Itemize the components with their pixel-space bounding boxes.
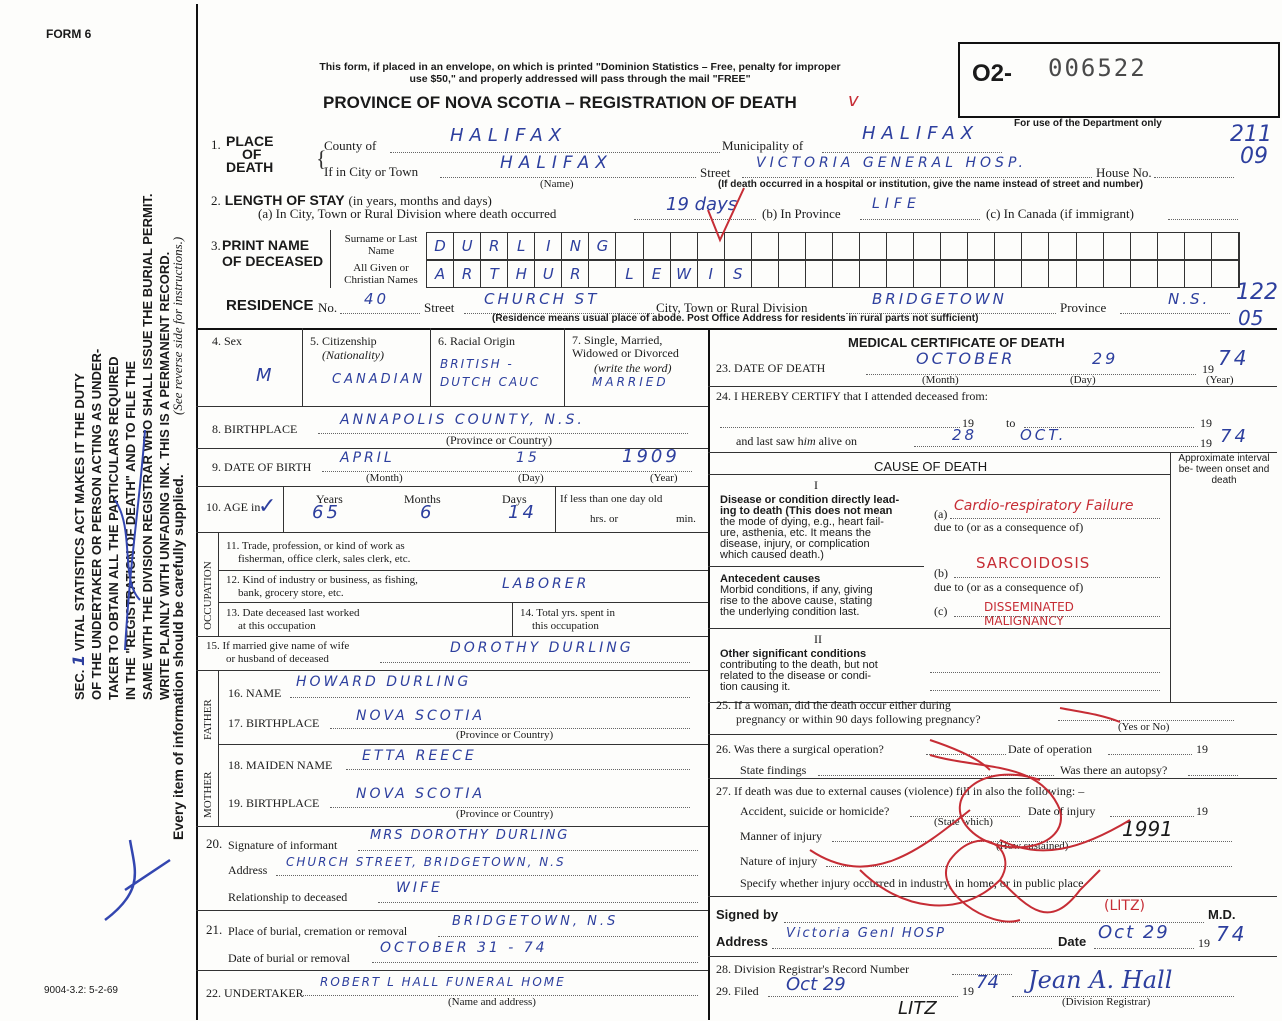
place-heading [226,135,273,174]
surname-char-box [616,233,643,259]
age-days: 14 [508,502,537,523]
surname-char-box [968,233,995,259]
date-injury-label: Date of injury [1028,804,1096,818]
page-title: PROVINCE OF NOVA SCOTIA – REGISTRATION OF DEATH [323,93,797,112]
age-months-label: Months [404,492,441,506]
due-to-1: due to (or as a consequence of) [934,520,1084,534]
given-char-box [914,261,941,287]
see-reverse-note: (See reverse side for instructions.) [170,236,185,415]
surname-label: Surname or Last Name [344,233,418,257]
antecedent-label: Antecedent causes [720,573,821,585]
father-birthplace-label: 17. BIRTHPLACE [228,716,320,730]
surname-char-box: N [562,233,589,259]
medical-date-19: 19 [1198,936,1210,950]
age-months: 6 [420,502,435,523]
surname-char-box [1131,233,1158,259]
mail-notice-line-2: use $50," and properly addressed will pass through the mail "FREE" [409,73,751,85]
given-char-box [1049,261,1076,287]
reg-number: 006522 [1048,54,1147,82]
relationship-label: Relationship to deceased [228,890,348,904]
father-name-label: 16. NAME [228,686,282,700]
marital-value: MARRIED [592,375,669,389]
last-saw-year: 74 [1220,426,1249,447]
municipality-value: HALIFAX [862,123,980,144]
given-char-box [1077,261,1104,287]
q13-line-1: 13. Date deceased last worked [226,607,360,619]
mail-notice [270,61,890,85]
q26-label: 26. Was there a surgical operation? [716,742,884,756]
residence-note: (Residence means usual place of abode. Post Office Address for residents in rural parts not sufficient) [492,313,979,324]
q3-number: 3. [211,238,221,253]
sidebar-line-2: TAKER TO OBTAIN ALL THE PARTICULARS REQUIRED [106,356,121,700]
filed-year: 74 [976,972,999,993]
direct-line-3: the mode of dying, e.g., heart fail- [720,516,884,528]
autopsy-label: Was there an autopsy? [1060,763,1168,777]
other-conditions-label: Other significant conditions [720,648,867,660]
residence-no-value: 40 [364,290,390,308]
surname-char-box [860,233,887,259]
sidebar-line-3: IN THE "REGISTRATION OF DEATH" AND TO FILE THE [123,360,138,700]
given-char-box [995,261,1022,287]
citizenship-sublabel: (Nationality) [322,348,384,362]
given-char-box: E [644,261,671,287]
q26-date-label: Date of operation [1008,742,1092,756]
q23-year-label: (Year) [1206,374,1234,386]
q23-day: 29 [1092,349,1119,368]
surname-char-box [644,233,671,259]
q29-label: 29. Filed [716,984,759,998]
undertaker-value: ROBERT L HALL FUNERAL HOME [320,975,566,989]
surname-char-box [833,233,860,259]
burial-place-value: BRIDGETOWN, N.S [452,914,619,929]
mail-notice-line-1: This form, if placed in an envelope, on which is printed "Dominion Statistics – Free, penalty for improper [319,61,841,73]
cause-b-value: SARCOIDOSIS [976,554,1091,572]
litz-note: LITZ [898,998,937,1019]
q11-line-2: fisherman, office clerk, sales clerk, etc. [238,553,411,565]
q25-line-1: 25. If a woman, did the death occur either during [716,698,951,712]
sex-value: M [256,365,275,386]
due-to-2: due to (or as a consequence of) [934,580,1084,594]
direct-line-2: ing to death (This does not mean [720,505,893,517]
age-min: min. [676,513,696,525]
hospital-note: (If death occurred in a hospital or institution, give the name instead of street and number) [718,179,1144,190]
given-char-box: W [671,261,698,287]
dob-year-label: (Year) [650,472,678,484]
q20-number: 20. [206,836,223,851]
morbid-line-2: rise to the above cause, stating [720,595,873,607]
county-value: HALIFAX [450,125,568,146]
spouse-label-1: 15. If married give name of wife [206,640,350,652]
residence-city-label: City, Town or Rural Division [656,300,808,315]
q13-label [226,607,359,633]
given-char-box: R [454,261,481,287]
q2-number: 2. [211,193,221,208]
q26-19: 19 [1196,742,1208,756]
surname-char-box [941,233,968,259]
city-name-sublabel: (Name) [540,178,574,190]
q25-line-2: pregnancy or within 90 days following pregnancy? [736,712,981,726]
last-saw-month: OCT. [1020,426,1067,444]
cause-b-label: (b) [934,566,948,580]
mother-name-label: 18. MAIDEN NAME [228,758,333,772]
dept-code-4: 05 [1238,306,1264,330]
form-code: 9004-3.2: 5-2-69 [44,985,118,996]
dept-use-label: For use of the Department only [1014,118,1162,129]
birthplace-label: 8. BIRTHPLACE [212,422,298,436]
residence-province-label: Province [1060,300,1107,315]
given-char-box [1158,261,1185,287]
medical-heading: MEDICAL CERTIFICATE OF DEATH [848,335,1065,350]
q12-line-1: 12. Kind of industry or business, as fishing, [226,574,418,586]
dept-code-1: 211 [1230,122,1272,147]
surname-char-box [779,233,806,259]
surname-char-box [1049,233,1076,259]
stay-heading: LENGTH OF STAY [224,192,345,208]
mother-birthplace-value: NOVA SCOTIA [356,786,486,802]
surname-char-box [995,233,1022,259]
residence-heading: RESIDENCE [226,297,314,314]
mother-side-label: MOTHER [202,771,214,818]
given-char-box [941,261,968,287]
surname-char-box [914,233,941,259]
residence-province-value: N.S. [1168,290,1211,308]
given-char-box: T [481,261,508,287]
house-label: House No. [1096,165,1152,180]
given-char-box [806,261,833,287]
age-hrs: hrs. or [590,513,619,525]
stay-c-label: (c) In Canada (if immigrant) [986,206,1134,221]
dob-label: 9. DATE OF BIRTH [212,460,312,474]
q1-number: 1. [211,137,221,152]
registrar-signature: Jean A. Hall [1028,966,1173,994]
given-char-box: A [427,261,454,287]
informant-address-label: Address [228,863,268,877]
signer-name: (LITZ) [1104,898,1145,914]
sidebar-line-5: WRITE PLAINLY WITH UNFADING INK. THIS IS A PERMANENT RECORD. [157,251,172,700]
street-value: VICTORIA GENERAL HOSP. [756,155,1027,171]
q23-day-label: (Day) [1070,374,1096,386]
mother-birthplace-sublabel: (Province or Country) [456,808,554,820]
sidebar-line-1: OF THE UNDERTAKER OR PERSON ACTING AS UNDER- [89,348,104,700]
direct-line-4: ure, asthenia, etc. It means the [720,527,872,539]
last-saw-label: and last saw h [736,434,804,448]
dept-code-3: 122 [1236,280,1278,305]
stay-b-value: LIFE [872,196,921,212]
residence-no-label: No. [318,300,338,315]
marital-sublabel: (write the word) [594,361,672,375]
reg-prefix: O2- [972,60,1013,87]
given-char-box [833,261,860,287]
stay-b-label: (b) In Province [762,206,841,221]
given-char-box [1212,261,1239,287]
dept-code-2: 09 [1240,144,1268,169]
given-names-label: All Given or Christian Names [344,262,418,286]
dob-year: 1909 [622,446,680,467]
marital-label-2: Widowed or Divorced [572,346,679,360]
date-injury-19: 19 [1196,804,1208,818]
direct-line-1: Disease or condition directly lead- [720,494,900,506]
medical-date-year: 74 [1216,922,1248,946]
age-less-label: If less than one day old [560,493,663,505]
form-label: FORM 6 [46,27,92,41]
last-saw-him: im [803,434,816,448]
citizenship-label: 5. Citizenship [310,334,377,348]
given-char-box: U [535,261,562,287]
q14-line-1: 14. Total yrs. spent in [520,607,615,619]
registrar-label: (Division Registrar) [1062,996,1151,1008]
municipality-label: Municipality of [722,138,804,153]
county-label: County of [324,138,377,153]
surname-char-box: G [589,233,616,259]
medical-date-label: Date [1058,934,1087,949]
cause-c-label: (c) [934,604,948,618]
given-names-boxes [426,260,1240,288]
sex-label: 4. Sex [212,334,242,348]
surname-char-box [1185,233,1212,259]
q28-label: 28. Division Registrar's Record Number [716,962,910,976]
burial-date-label: Date of burial or removal [228,951,350,965]
q24-label: 24. I HEREBY CERTIFY that I attended deceased from: [716,389,988,403]
specify-label: Specify whether injury occurred in industry, in home, or in public place [740,876,1084,890]
given-char-box [887,261,914,287]
accident-label: Accident, suicide or homicide? [740,804,890,818]
manner-label: Manner of injury [740,829,822,843]
q12-label [226,574,418,600]
surname-char-box [1212,233,1239,259]
every-item-note: Every item of information should be carefully supplied. [170,474,186,840]
place-heading-3: DEATH [226,159,274,175]
age-years-label: Years [316,492,343,506]
mother-birthplace-label: 19. BIRTHPLACE [228,796,320,810]
surname-char-box: D [427,233,454,259]
birthplace-value: ANNAPOLIS COUNTY, N.S. [340,412,585,428]
spouse-label-2: or husband of deceased [226,653,329,665]
surname-char-box [671,233,698,259]
informant-sig-value: MRS DOROTHY DURLING [370,828,570,843]
approx-interval-label: Approximate interval be- tween onset and death [1178,453,1270,486]
father-name-value: HOWARD DURLING [296,674,472,690]
cause-a-value: Cardio-respiratory Failure [954,498,1134,514]
other-conditions-sublabel [720,660,878,693]
signed-by-label: Signed by [716,907,779,922]
other-sub-3: tion causing it. [720,681,791,693]
father-birthplace-value: NOVA SCOTIA [356,708,486,724]
nature-label: Nature of injury [740,854,818,868]
given-char-box [752,261,779,287]
q12-value: LABORER [502,576,590,592]
given-char-box: S [725,261,752,287]
surname-char-box: L [508,233,535,259]
father-side-label: FATHER [202,699,214,740]
how-sustained-label: (How sustained) [996,840,1069,852]
direct-line-5: disease, injury, or complication [720,538,870,550]
stay-a-label: (a) In City, Town or Rural Division where death occurred [258,206,557,221]
name-heading [222,237,323,269]
surname-boxes [426,232,1240,260]
direct-cause-label [720,495,899,561]
alive-on-label: alive on [818,434,857,448]
name-heading-1: PRINT NAME [222,237,310,253]
given-char-box: L [616,261,643,287]
birthplace-sublabel: (Province or Country) [446,433,552,447]
manner-value: 1991 [1122,817,1173,841]
surname-char-box [1022,233,1049,259]
relationship-value: WIFE [396,880,443,896]
place-heading-1: PLACE [226,133,274,149]
filed-19: 19 [962,984,974,998]
other-sub-2: related to the disease or condi- [720,670,872,682]
city-value: HALIFAX [500,153,613,173]
margin-ink-marks [85,420,185,940]
cause-a-label: (a) [934,507,948,521]
given-char-box: I [698,261,725,287]
q14-line-2: this occupation [532,620,599,632]
surname-char-box [887,233,914,259]
dob-month-label: (Month) [366,472,403,484]
other-sub-1: contributing to the death, but not [720,659,878,671]
q12-line-2: bank, grocery store, etc. [238,587,344,599]
residence-city-value: BRIDGETOWN [872,290,1007,308]
direct-line-6: which caused death.) [720,549,824,561]
occupation-side-label: OCCUPATION [202,561,214,630]
surname-char-box [806,233,833,259]
undertaker-label: 22. UNDERTAKER [206,986,304,1000]
sidebar-line-4: SAME WITH THE DIVISION REGISTRAR WHO SHALL ISSUE THE BURIAL PERMIT. [140,193,155,700]
burial-date-value: OCTOBER 31 - 74 [380,940,548,956]
street-label: Street [700,165,731,180]
rule-below-residence [196,328,1277,330]
roman-i: I [814,478,818,492]
age-label: 10. AGE in [206,500,261,514]
stay-a-value: 19 days [666,194,738,215]
q23-year-prefix: 19 [1202,362,1214,376]
dob-day: 15 [516,450,540,466]
given-char-box [779,261,806,287]
sec-label: SEC. [72,669,87,700]
surname-char-box: U [454,233,481,259]
cause-heading: CAUSE OF DEATH [874,459,988,474]
marital-label-1: 7. Single, Married, [572,333,663,347]
state-which-label: (State which) [934,816,993,828]
given-char-box [1104,261,1131,287]
q11-label [226,540,410,566]
given-char-box: R [562,261,589,287]
informant-address-value: CHURCH STREET, BRIDGETOWN, N.S [286,855,566,869]
q21-number: 21. [206,922,223,937]
q14-label [520,607,615,633]
q11-line-1: 11. Trade, profession, or kind of work as [226,540,405,552]
q23-label: 23. DATE OF DEATH [716,361,826,375]
q23-month-label: (Month) [922,374,959,386]
q23-month: OCTOBER [916,349,1016,368]
informant-sig-label: Signature of informant [228,838,338,852]
racial-label: 6. Racial Origin [438,334,515,348]
sidebar-line-0: VITAL STATISTICS ACT MAKES IT THE DUTY [72,373,87,652]
given-char-box [1185,261,1212,287]
morbid-line-1: Morbid conditions, if any, giving [720,584,873,596]
city-label: If in City or Town [324,164,419,179]
father-birthplace-sublabel: (Province or Country) [456,729,554,741]
q13-line-2: at this occupation [238,620,316,632]
citizenship-value: CANADIAN [332,372,426,387]
undertaker-sublabel: (Name and address) [448,996,536,1008]
spouse-value: DOROTHY DURLING [450,640,634,656]
q23-year: 74 [1218,346,1250,370]
surname-char-box: R [481,233,508,259]
last-saw-19: 19 [1200,436,1212,450]
frame-left-rule [196,4,198,1020]
surname-char-box [1077,233,1104,259]
dob-month: APRIL [340,450,395,466]
place-heading-2: OF [242,146,262,162]
q25-sublabel: (Yes or No) [1118,721,1170,733]
surname-char-box: I [535,233,562,259]
morbid-label [720,585,873,618]
age-days-label: Days [502,492,527,506]
roman-ii: II [814,632,822,646]
cause-c-value: DISSEMINATED MALIGNANCY [984,600,1074,628]
md-label: M.D. [1208,907,1236,922]
medical-address-label: Address [716,934,769,949]
medical-address-value: Victoria Genl HOSP [786,926,946,941]
medical-date-value: Oct 29 [1098,922,1170,943]
age-years: 65 [312,502,341,523]
morbid-line-3: the underlying condition last. [720,606,860,618]
surname-char-box [1158,233,1185,259]
racial-value: BRITISH - DUTCH CAUC [440,357,541,389]
dob-day-label: (Day) [518,472,544,484]
name-heading-2: OF DECEASED [222,253,324,269]
given-char-box [1131,261,1158,287]
given-char-box [860,261,887,287]
red-ink-overlay [700,700,1260,940]
given-char-box [1022,261,1049,287]
given-char-box: H [508,261,535,287]
burial-place-label: Place of burial, cremation or removal [228,924,408,938]
q24-19b: 19 [1200,416,1212,430]
given-char-box [968,261,995,287]
mother-name-value: ETTA REECE [362,748,477,764]
residence-street-value: CHURCH ST [484,290,600,308]
q27-label: 27. If death was due to external causes (violence) fill in also the following: – [716,784,1085,798]
q24-to: to [1006,416,1016,430]
stay-sublabel: (in years, months and days) [348,193,492,208]
filed-date: Oct 29 [786,974,846,995]
registration-number-box [958,42,1280,118]
red-check-mark [700,180,760,250]
q24-19a: 19 [962,416,974,430]
surname-char-box [1104,233,1131,259]
last-saw-day: 28 [952,426,978,444]
spouse-label [206,640,349,666]
given-char-box [589,261,616,287]
residence-street-label: Street [424,300,455,315]
state-findings-label: State findings [740,763,807,777]
marital-label [572,334,679,360]
